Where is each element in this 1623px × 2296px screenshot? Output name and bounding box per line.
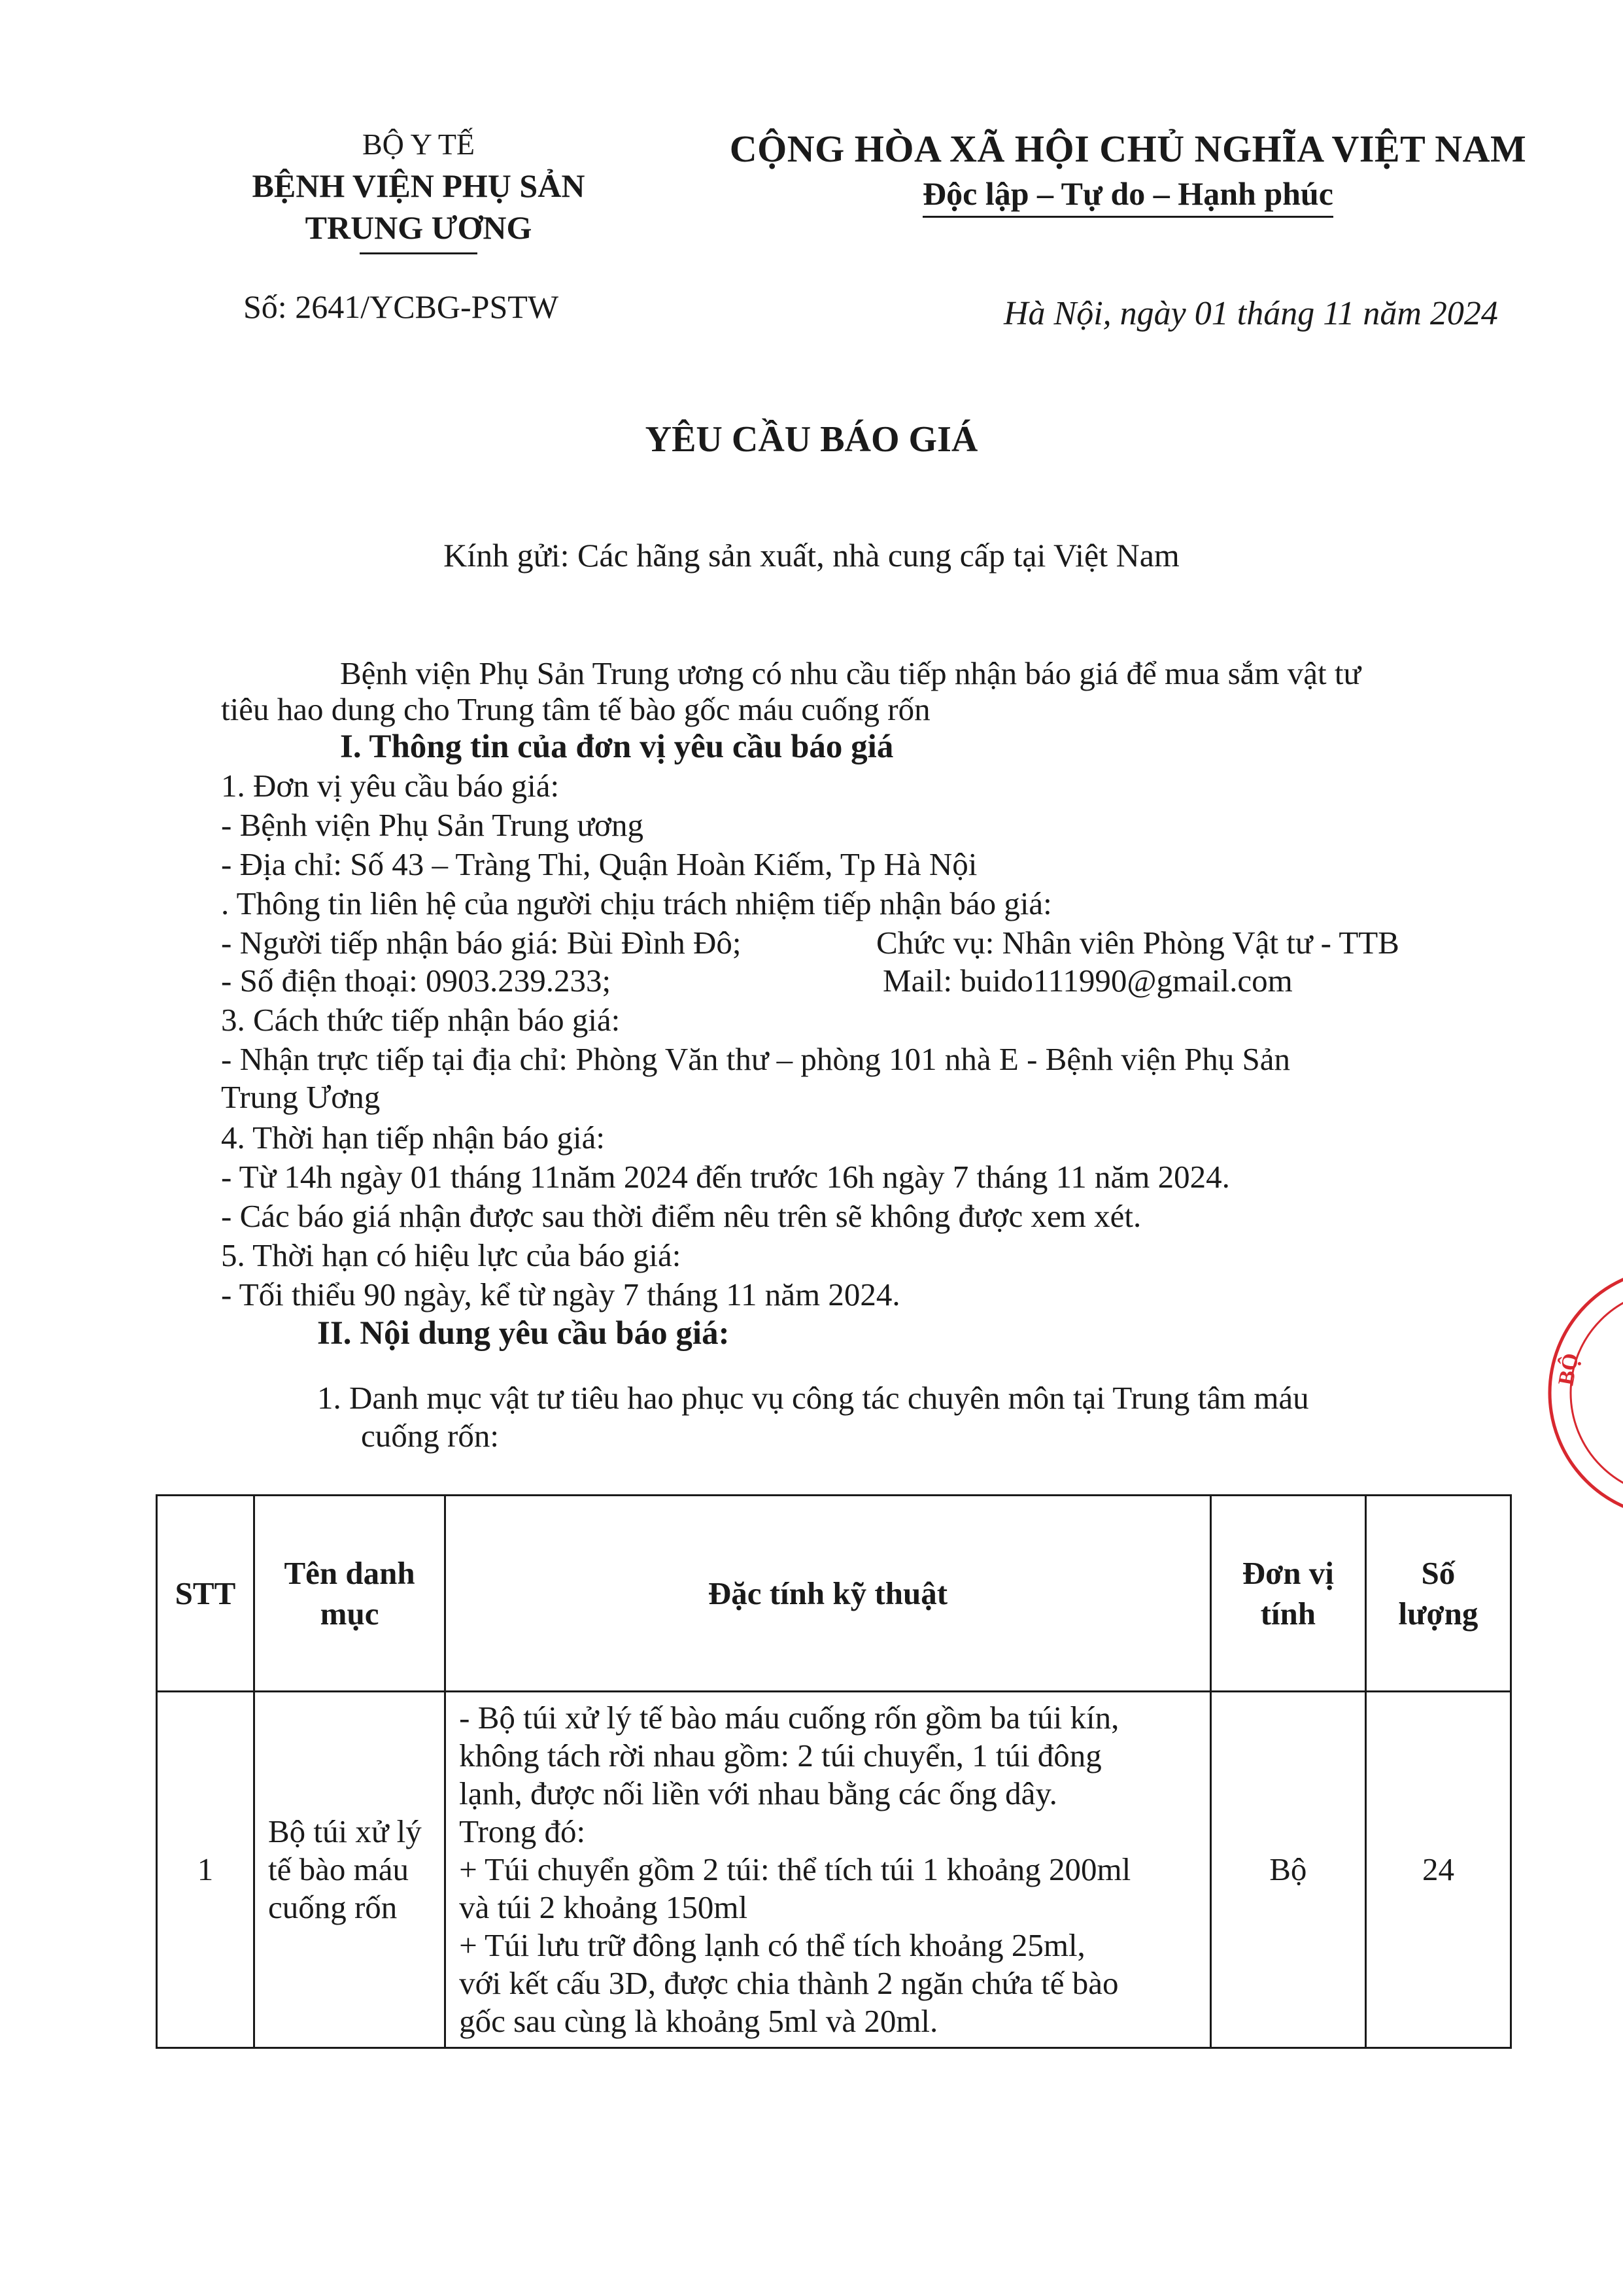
- contact-position: Chức vụ: Nhân viên Phòng Vật tư - TTB: [876, 925, 1399, 961]
- deadline-title: 4. Thời hạn tiếp nhận báo giá:: [221, 1120, 606, 1156]
- row-item-name-line3: cuống rốn: [267, 1889, 398, 1925]
- section-2-heading: II. Nội dung yêu cầu báo giá:: [317, 1315, 730, 1352]
- document-date: Hà Nội, ngày 01 tháng 11 năm 2024: [1004, 295, 1498, 332]
- catalog-line1: 1. Danh mục vật tư tiêu hao phục vụ công tác chuyên môn tại Trung tâm máu: [317, 1380, 1309, 1416]
- header-item-name: [254, 1496, 445, 1692]
- deadline-line1: - Từ 14h ngày 01 tháng 11năm 2024 đến trước 16h ngày 7 tháng 11 năm 2024.: [221, 1159, 1230, 1195]
- items-table: [156, 1494, 1512, 2049]
- header-unit: [1210, 1496, 1365, 1692]
- header-unit-line1: Đơn vị: [1242, 1554, 1334, 1591]
- table-header-row: [157, 1496, 1511, 1692]
- contact-person: - Người tiếp nhận báo giá: Bùi Đình Đô;: [221, 925, 742, 961]
- validity-title: 5. Thời hạn có hiệu lực của báo giá:: [221, 1237, 681, 1273]
- receiving-method-title: 3. Cách thức tiếp nhận báo giá:: [221, 1002, 621, 1038]
- row-spec: [445, 1692, 1211, 2048]
- header-spec: Đặc tính kỹ thuật: [445, 1496, 1211, 1692]
- header-stt: STT: [157, 1496, 254, 1692]
- spec-line: + Túi chuyển gồm 2 túi: thể tích túi 1 khoảng 200ml: [459, 1851, 1131, 1887]
- spec-line: Trong đó:: [459, 1813, 586, 1849]
- receiving-method-line2: Trung Ương: [221, 1079, 381, 1115]
- requester-name: - Bệnh viện Phụ Sản Trung ương: [221, 807, 643, 843]
- requester-address: - Địa chỉ: Số 43 – Tràng Thi, Quận Hoàn Kiếm, Tp Hà Nội: [221, 846, 978, 882]
- header-quantity: [1365, 1496, 1511, 1692]
- table-row: [157, 1692, 1511, 2048]
- spec-line: không tách rời nhau gồm: 2 túi chuyển, 1 túi đông: [459, 1738, 1102, 1773]
- row-item-name: [254, 1692, 445, 2048]
- national-header: [719, 126, 1537, 218]
- row-quantity: 24: [1365, 1692, 1511, 2048]
- spec-line: lạnh, được nối liền với nhau bằng các ống dây.: [459, 1775, 1057, 1811]
- deadline-line2: - Các báo giá nhận được sau thời điểm nêu trên sẽ không được xem xét.: [221, 1198, 1142, 1234]
- seal-outer-ring: [1550, 1269, 1623, 1517]
- spec-line: với kết cấu 3D, được chia thành 2 ngăn chứa tế bào: [459, 1965, 1119, 2001]
- row-unit: Bộ: [1210, 1692, 1365, 2048]
- hospital-name-line1: BỆNH VIỆN PHỤ SẢN: [252, 167, 585, 204]
- national-motto: Độc lập – Tự do – Hạnh phúc: [923, 173, 1333, 218]
- intro-line-1: Bệnh viện Phụ Sản Trung ương có nhu cầu tiếp nhận báo giá để mua sắm vật tư: [340, 655, 1361, 691]
- issuer-block: [235, 124, 602, 254]
- nation-name: CỘNG HÒA XÃ HỘI CHỦ NGHĨA VIỆT NAM: [729, 128, 1527, 170]
- document-title: YÊU CẦU BÁO GIÁ: [645, 419, 978, 460]
- row-stt: 1: [157, 1692, 254, 2048]
- spec-line: - Bộ túi xử lý tế bào máu cuống rốn gồm ba túi kín,: [459, 1700, 1119, 1736]
- recipient-line: Kính gửi: Các hãng sản xuất, nhà cung cấp tại Việt Nam: [443, 537, 1180, 574]
- receiving-method-line1: - Nhận trực tiếp tại địa chỉ: Phòng Văn thư – phòng 101 nhà E - Bệnh viện Phụ Sản: [221, 1041, 1290, 1077]
- spec-line: gốc sau cùng là khoảng 5ml và 20ml.: [459, 2003, 938, 2039]
- contact-phone: - Số điện thoại: 0903.239.233;: [221, 963, 611, 999]
- requester-title: 1. Đơn vị yêu cầu báo giá:: [221, 768, 560, 804]
- hospital-name-line2: TRUNG ƯƠNG: [305, 209, 532, 246]
- catalog-line2: cuống rốn:: [361, 1418, 499, 1454]
- spec-line: và túi 2 khoảng 150ml: [459, 1889, 748, 1925]
- red-seal-stamp: [1511, 1256, 1623, 1517]
- header-unit-line2: tính: [1260, 1595, 1316, 1632]
- header-item-name-line2: mục: [320, 1595, 379, 1632]
- seal-text: BỘ: [1554, 1351, 1584, 1388]
- header-quantity-line2: lượng: [1398, 1595, 1478, 1632]
- contact-email: Mail: buido111990@gmail.com: [883, 963, 1293, 999]
- header-quantity-line1: Số: [1421, 1554, 1456, 1591]
- ministry-name: BỘ Y TẾ: [362, 128, 475, 161]
- contact-title: . Thông tin liên hệ của người chịu trách nhiệm tiếp nhận báo giá:: [221, 885, 1052, 921]
- validity-line1: - Tối thiểu 90 ngày, kể từ ngày 7 tháng 11 năm 2024.: [221, 1277, 900, 1312]
- seal-inner-ring: [1571, 1290, 1623, 1496]
- seal-icon: [1511, 1256, 1623, 1517]
- row-item-name-line1: Bộ túi xử lý: [267, 1813, 422, 1849]
- row-item-name-line2: tế bào máu: [267, 1851, 409, 1887]
- intro-line-2: tiêu hao dung cho Trung tâm tế bào gốc máu cuống rốn: [221, 691, 931, 727]
- spec-line: + Túi lưu trữ đông lạnh có thể tích khoảng 25ml,: [459, 1927, 1085, 1963]
- section-1-heading: I. Thông tin của đơn vị yêu cầu báo giá: [340, 728, 894, 765]
- header-item-name-line1: Tên danh: [284, 1554, 415, 1591]
- document-number: Số: 2641/YCBG-PSTW: [243, 288, 559, 325]
- issuer-underline: [360, 252, 477, 254]
